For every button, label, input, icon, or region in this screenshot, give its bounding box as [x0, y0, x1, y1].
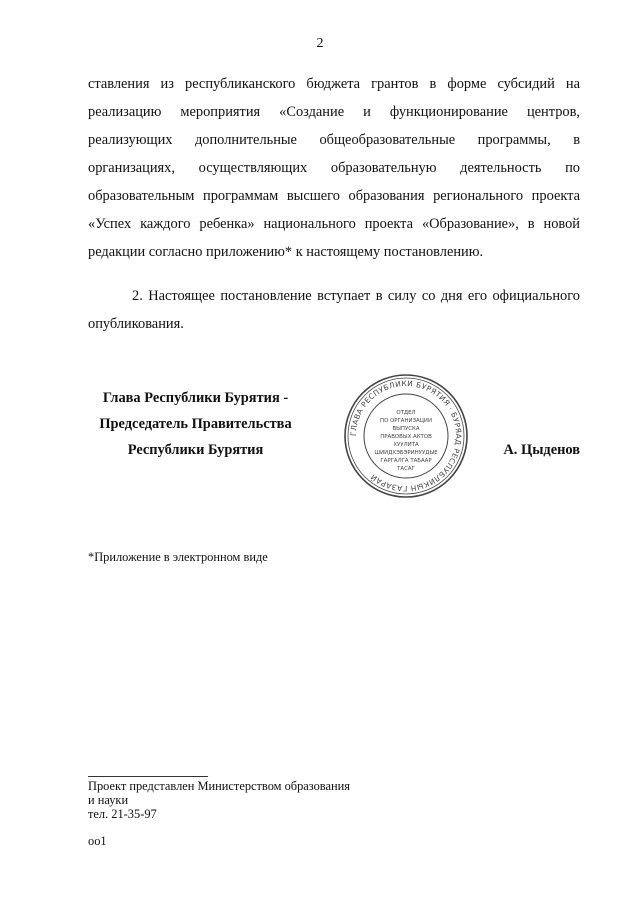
footnote: *Приложение в электронном виде: [88, 550, 268, 564]
signatory-title-line1: Глава Республики Бурятия -: [102, 390, 289, 406]
body-paragraph-effective-date: 2. Настоящее постановление вступает в силу со дня его официального опубликования.: [88, 288, 580, 332]
seal-line-5: ХУУЛИТА: [393, 442, 419, 448]
official-seal: [342, 372, 470, 500]
seal-line-3: ВЫПУСКА: [392, 426, 420, 432]
footer-divider: [88, 776, 208, 777]
signatory-title-line2: Председатель Правительства: [99, 416, 292, 432]
seal-line-1: ОТДЕЛ: [396, 410, 416, 416]
footer-line2: и науки: [88, 793, 129, 807]
footer-info: [88, 779, 350, 821]
seal-line-2: ПО ОРГАНИЗАЦИИ: [380, 418, 432, 424]
signatory-title-line3: Республики Бурятия: [127, 442, 264, 458]
signatory-name: А. Цыденов: [503, 442, 580, 458]
seal-line-7: ГАРГАЛГА ТАБААР: [380, 458, 432, 464]
seal-line-6: ШИИДХЭБЭРИНУУДЫЕ: [374, 450, 438, 456]
seal-line-8: ТАСАГ: [397, 466, 415, 472]
body-paragraph-continuation: ставления из республиканского бюджета грантов в форме субсидий на реализацию мероприятия «Создание и функционирование центров, реализующих дополнительные общеобразовательные программы, в организациях, осуществляющих образовательную деятельность по образовательным программам высшего образования регионального проекта «Успех каждого ребенка» национального проекта «Образование», в новой редакции согласно приложению* к настоящему постановлению.: [88, 76, 580, 260]
seal-line-4: ПРАВОВЫХ АКТОВ: [380, 434, 432, 440]
footer-line1: Проект представлен Министерством образования: [88, 779, 350, 793]
page-number: 2: [316, 36, 324, 51]
seal-ring-text: ГЛАВА РЕСПУБЛИКИ БУРЯТИЯ · БУРЯАД РЕСПУБЛИКЫН ГАЗАРАЙ: [348, 378, 464, 494]
document-code: оо1: [88, 834, 107, 848]
signatory-title: [88, 385, 303, 463]
footer-line3: тел. 21-35-97: [88, 807, 157, 821]
